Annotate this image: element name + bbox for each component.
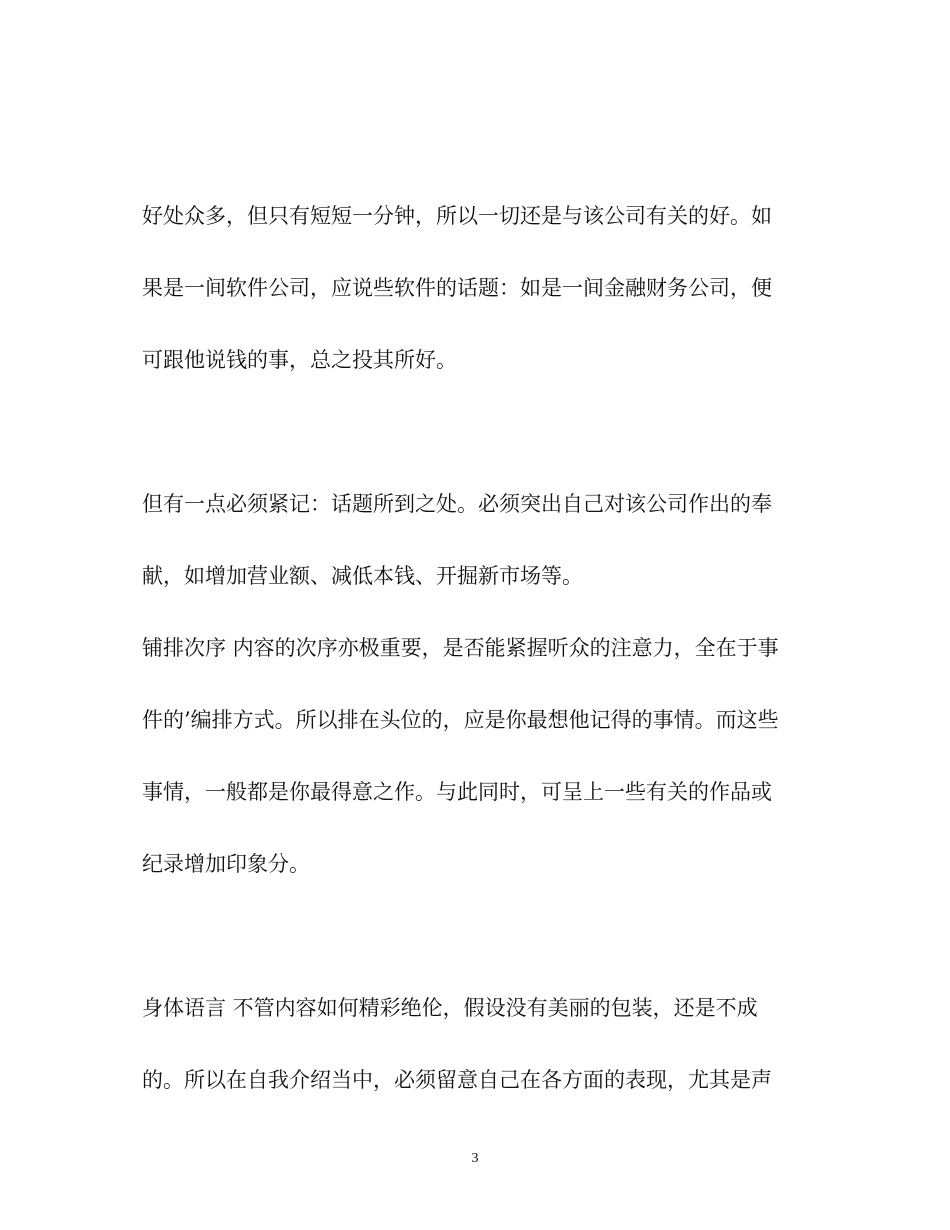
paragraph-3-line-4: 纪录增加印象分。 (142, 852, 310, 876)
paragraph-4-line-2: 的。所以在自我介绍当中，必须留意自己在各方面的表现，尤其是声 (142, 1068, 772, 1092)
paragraph-2-line-2: 献，如增加营业额、减低本钱、开掘新市场等。 (142, 564, 583, 588)
paragraph-3-line-2: 件的’编排方式。所以排在头位的，应是你最想他记得的事情。而这些 (142, 708, 779, 732)
paragraph-4-line-1: 身体语言 不管内容如何精彩绝伦，假设没有美丽的包装，还是不成 (142, 996, 758, 1020)
paragraph-1-line-2: 果是一间软件公司，应说些软件的话题：如是一间金融财务公司，便 (142, 276, 772, 300)
paragraph-2-line-1: 但有一点必须紧记：话题所到之处。必须突出自己对该公司作出的奉 (142, 492, 772, 516)
paragraph-3-line-3: 事情，一般都是你最得意之作。与此同时，可呈上一些有关的作品或 (142, 780, 772, 804)
paragraph-1-line-3: 可跟他说钱的事，总之投其所好。 (142, 348, 457, 372)
paragraph-1-line-1: 好处众多，但只有短短一分钟，所以一切还是与该公司有关的好。如 (142, 204, 772, 228)
paragraph-3-line-1: 铺排次序 内容的次序亦极重要，是否能紧握听众的注意力，全在于事 (142, 636, 779, 660)
page-number: 3 (471, 1151, 479, 1166)
